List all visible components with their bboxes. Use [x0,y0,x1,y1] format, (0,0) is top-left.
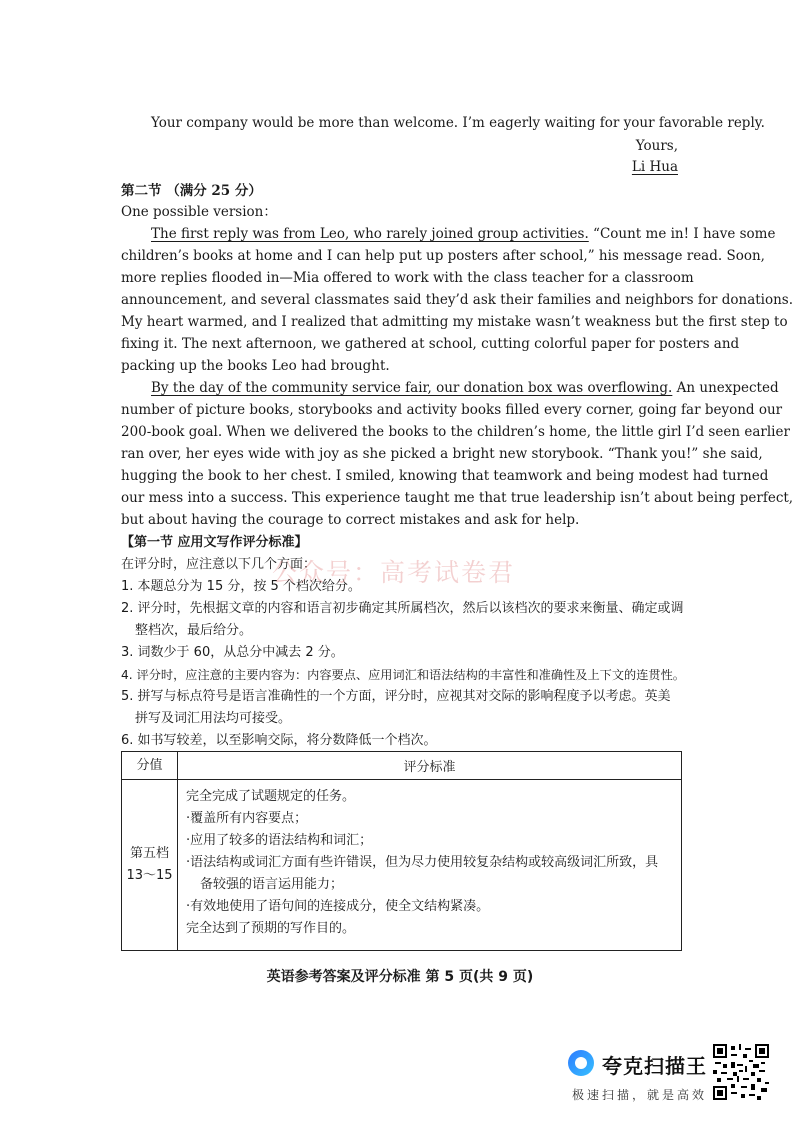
para1-line-5: My heart warmed, and I realized that admitting my mistake wasn’t weakness but the first step to [121,314,788,330]
page-footer: 英语参考答案及评分标准 第 5 页(共 9 页) [266,969,534,985]
rubric-item-5: 5. 拼写与标点符号是语言准确性的一个方面，评分时，应视其对交际的影响程度予以考虑。英美 [121,689,671,704]
criteria-line: 完全完成了试题规定的任务。 [186,789,356,804]
section2-heading: 第二节 （满分 25 分） [121,183,262,199]
scanner-branding [568,1046,708,1110]
para2-topic-sentence: By the day of the community service fair, our donation box was overflowing. [151,380,673,396]
criteria-line: ·有效地使用了语句间的连接成分，使全文结构紧凑。 [186,899,490,914]
para2-line-6: our mess into a success. This experience taught me that true leadership isn’t about being perfect, [121,490,794,506]
para1-line-6: fixing it. The next afternoon, we gathered at school, cutting colorful paper for posters and [121,336,740,352]
criteria-line: 备较强的语言运用能力； [200,877,344,892]
para1-topic-sentence: The first reply was from Leo, who rarely joined group activities. [151,226,589,242]
rubric-item-3: 3. 词数少于 60，从总分中减去 2 分。 [121,645,344,660]
criteria-line: 完全达到了预期的写作目的。 [186,921,356,936]
para2-line-3: 200-book goal. When we delivered the books to the children’s home, the little girl I’d seen earlier [121,424,790,440]
rubric-item-1: 1. 本题总分为 15 分，按 5 个档次给分。 [121,579,361,594]
rubric-item-6: 6. 如书写较差，以至影响交际，将分数降低一个档次。 [121,733,437,748]
version-label: One possible version： [121,204,277,220]
criteria-line: ·语法结构或词汇方面有些许错误，但为尽力使用较复杂结构或较高级词汇所致，具 [186,855,659,870]
grade-label: 第五档 [129,846,169,861]
para1-line-1-rest: “Count me in! I have some [588,226,776,242]
letter-closing-line: Your company would be more than welcome. I’m eagerly waiting for your favorable reply. [151,115,765,131]
rubric-item-4: 4. 评分时，应注意的主要内容为：内容要点、应用词汇和语法结构的丰富性和准确性及上下文的连贯性。 [121,668,685,682]
para1-line-3: more replies flooded in—Mia offered to work with the class teacher for a classroom [121,270,694,286]
para2-line-1 [151,378,779,398]
rubric-intro: 在评分时，应注意以下几个方面： [121,557,317,572]
para1-line-4: announcement, and several classmates said they’d ask their families and neighbors for donations. [121,292,794,308]
header-score: 分值 [122,752,178,780]
para1-line-1 [151,224,776,244]
para2-line-1-rest: An unexpected [672,380,779,396]
para2-line-5: hugging the book to her chest. I smiled, knowing that teamwork and being modest had turned [121,468,769,484]
rubric-table-header [122,752,682,780]
rubric-item-2: 2. 评分时，先根据文章的内容和语言初步确定其所属档次，然后以该档次的要求来衡量、确定或调 [121,601,684,616]
rubric-heading: 【第一节 应用文写作评分标准】 [121,535,308,550]
qr-code-icon [713,1044,769,1100]
rubric-item-5-cont: 拼写及词汇用法均可接受。 [135,711,292,726]
letter-signature: Li Hua [631,159,678,175]
header-criteria: 评分标准 [178,752,682,780]
criteria-line: ·覆盖所有内容要点； [186,811,308,826]
para2-line-2: number of picture books, storybooks and activity books filled every corner, going far beyond our [121,402,783,418]
criteria-cell [178,780,682,951]
brand-slogan: 极速扫描，就是高效 [572,1088,708,1102]
rubric-item-2-cont: 整档次，最后给分。 [135,623,253,638]
para2-line-7: but about having the courage to correct mistakes and ask for help. [121,512,580,528]
quark-logo-icon [568,1050,594,1076]
para2-line-4: ran over, her eyes wide with joy as she picked a bright new storybook. “Thank you!” she said, [121,446,763,462]
para1-line-7: packing up the books Leo had brought. [121,358,390,374]
para1-line-2: children’s books at home and I can help put up posters after school,” his message read. Soon, [121,248,765,264]
watermark: 公众号：高考试卷君 [272,558,516,587]
criteria-line: ·应用了较多的语法结构和词汇； [186,833,373,848]
table-row [122,780,682,951]
rubric-table [121,751,682,951]
brand-name: 夸克扫描王 [602,1054,707,1078]
grade-range: 13～15 [126,868,173,883]
grade-cell [122,780,178,951]
letter-sign-off: Yours, [635,138,678,154]
